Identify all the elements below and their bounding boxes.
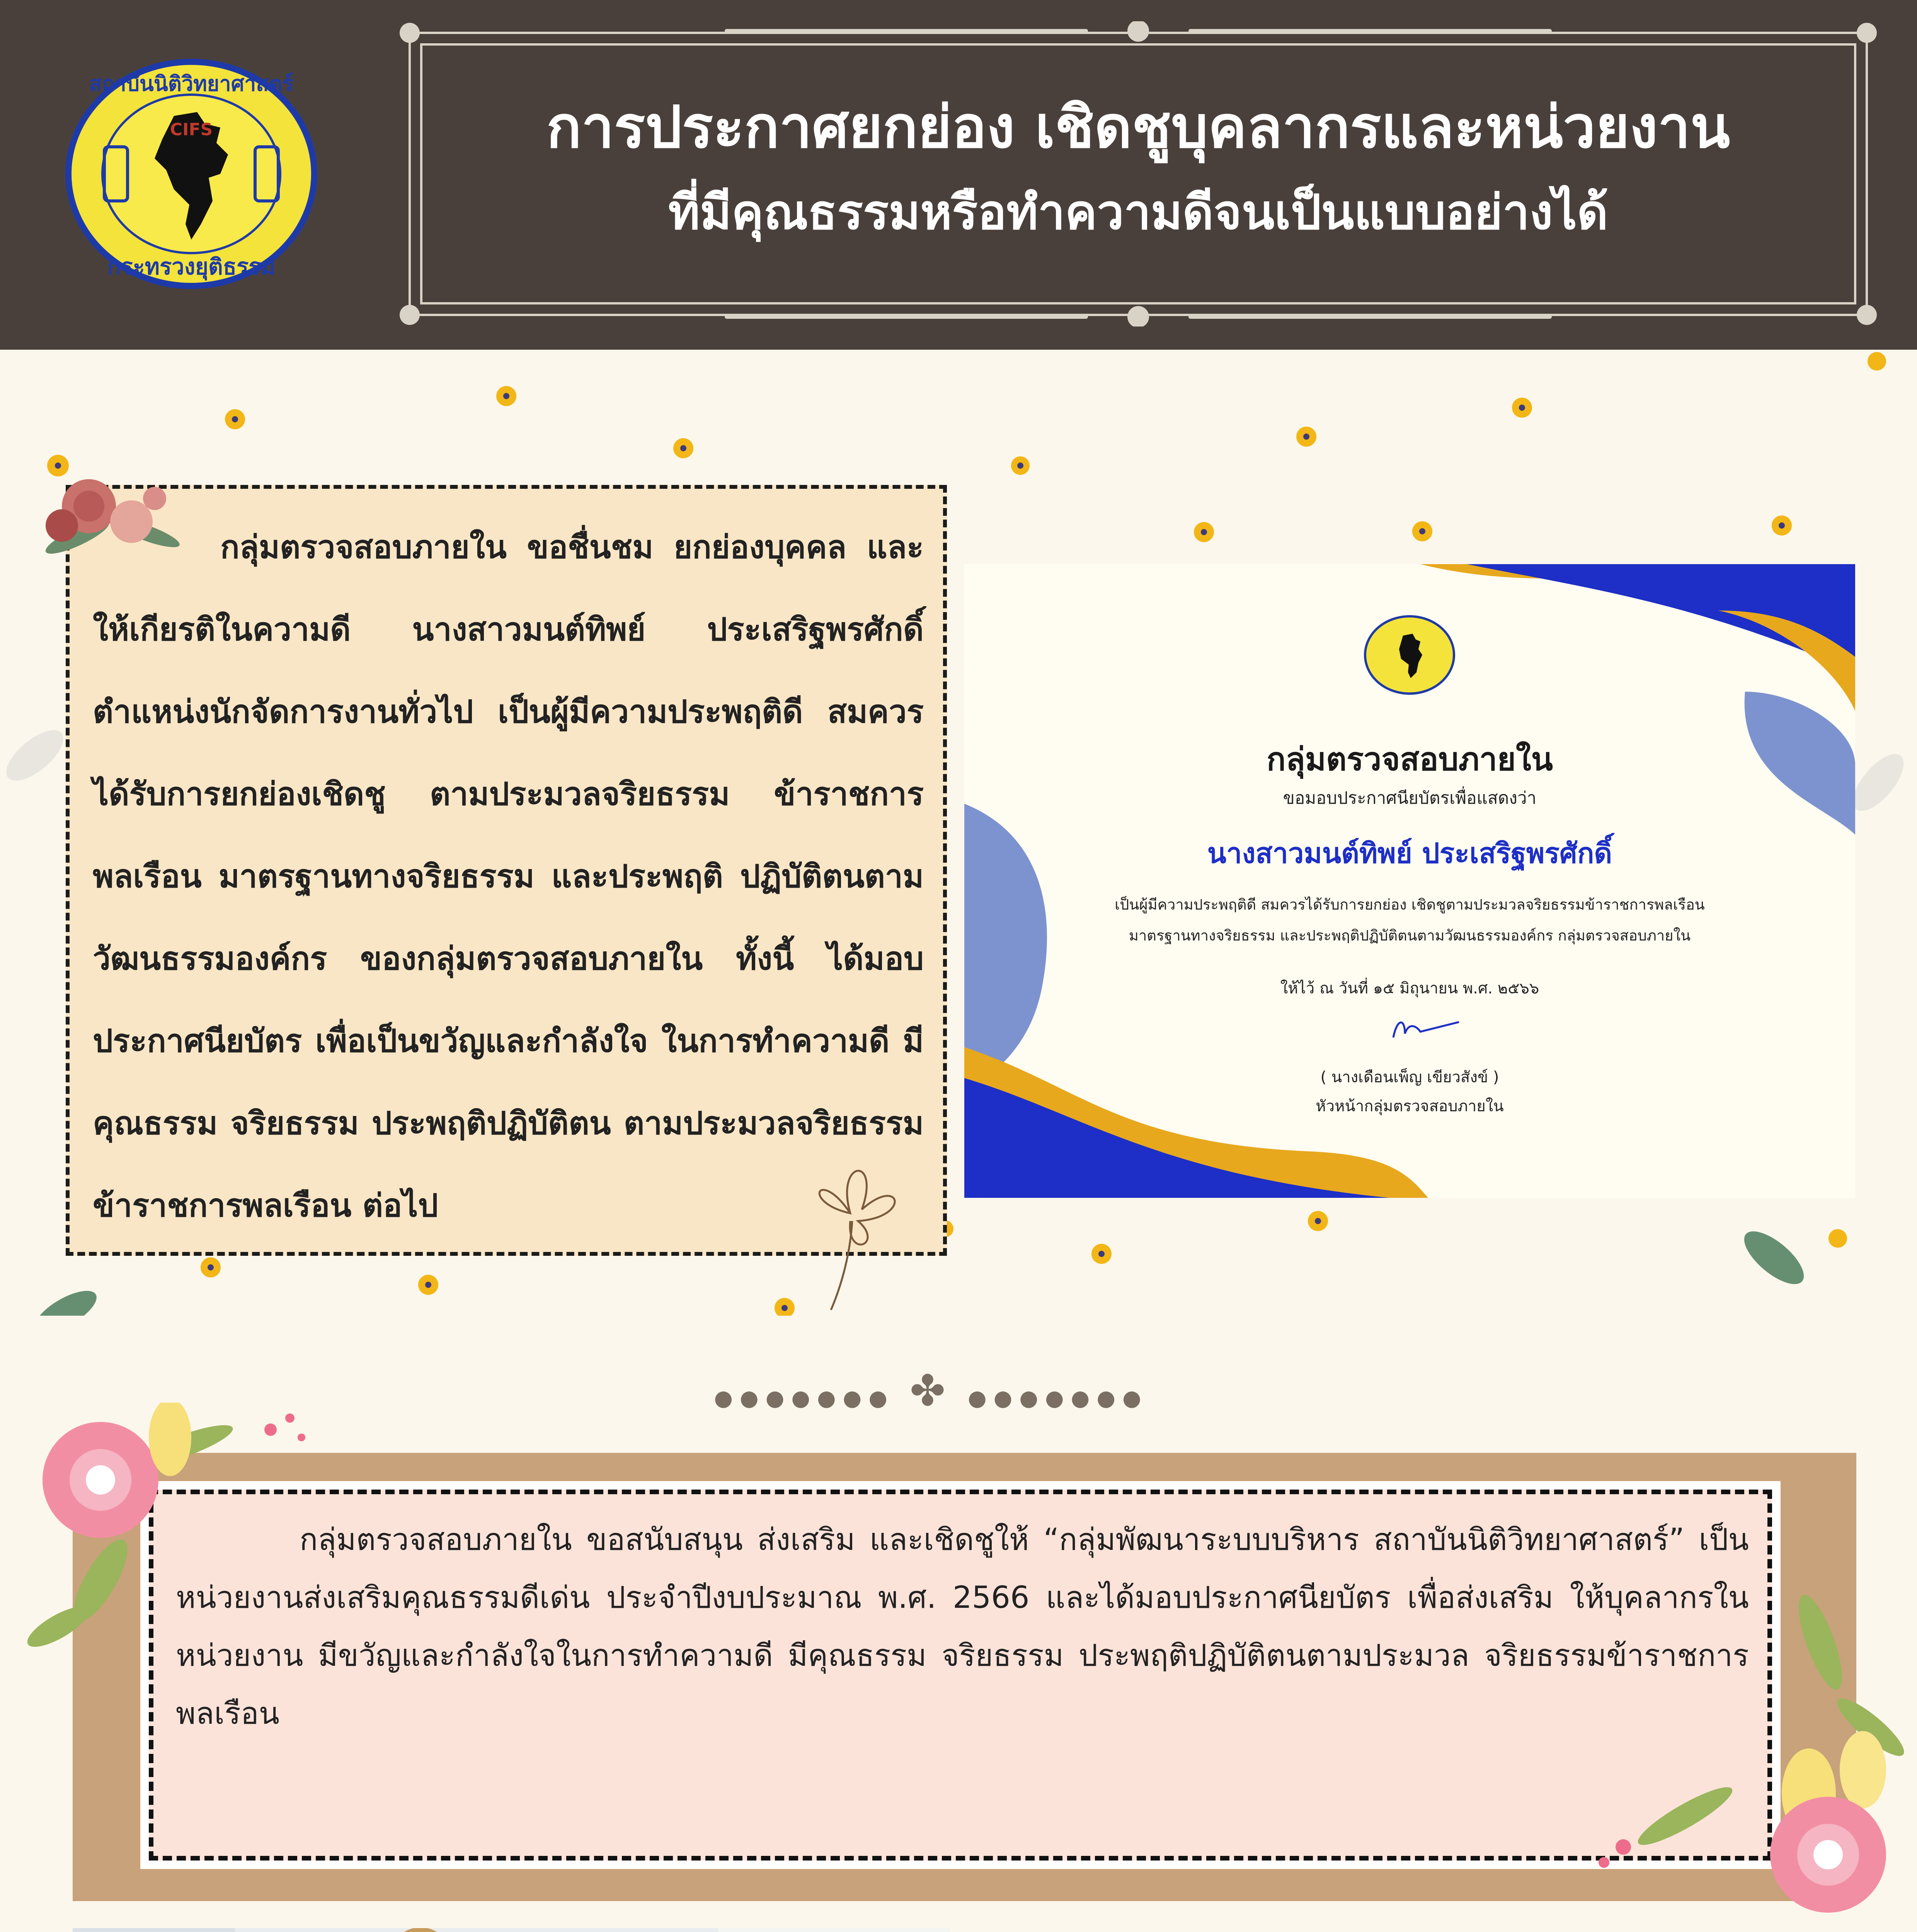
svg-text:CIFS: CIFS [170,120,213,139]
certificate-1-org: กลุ่มตรวจสอบภายใน [1267,741,1553,778]
separator-dots-right: ● ● ● ● ● ● ● [967,1386,1141,1411]
certificate-1-logo [1362,614,1457,696]
certificate-individual [964,564,1855,1198]
section2-paragraph: กลุ่มตรวจสอบภายใน ขอสนับสนุน ส่งเสริม และเชิดชูให้ “กลุ่มพัฒนาระบบบริหาร สถาบันนิติวิทยาศาสตร์” เป็นหน่วยงานส่งเสริมคุณธรรมดีเด่น ประจำปีงบประมาณ พ.ศ. 2566 และได้มอบประกาศนียบัตร เพื่อส่งเสริม ให้บุคลากรในหน่วยงาน มีขวัญและกำลังใจในการทำความดี มีคุณธรรม จริยธรรม ประพฤติปฏิบัติตนตามประมวล จริยธรรมข้าราชการพลเรือน [176,1522,1749,1731]
svg-text:สถาบันนิติวิทยาศาสตร์: สถาบันนิติวิทยาศาสตร์ [89,71,294,96]
page-title-line-1: การประกาศยกย่อง เชิดชูบุคลากรและหน่วยงาน [546,94,1730,161]
certificate-1-intro: ขอมอบประกาศนียบัตรเพื่อแสดงว่า [1283,788,1537,808]
separator-ornament-icon: ✤ [909,1366,946,1415]
certificate-1-body-line-2: มาตรฐานทางจริยธรรม และประพฤติปฏิบัติตนตามวัฒนธรรมองค์กร กลุ่มตรวจสอบภายใน [1129,927,1691,944]
section-separator [672,1366,1183,1415]
flower-cluster-left [23,1403,371,1696]
flower-cluster-right [1577,1546,1917,1924]
svg-text:กระทรวงยุติธรรม: กระทรวงยุติธรรม [107,253,276,280]
certificate-1-signer-title: หัวหน้ากลุ่มตรวจสอบภายใน [1316,1097,1504,1115]
institute-logo [58,58,325,290]
separator-dots-left: ● ● ● ● ● ● ● [714,1386,888,1411]
group-photo [73,1928,950,1932]
certificate-1-signer: ( นางเดือนเพ็ญ เขียวสังข์ ) [1320,1068,1499,1086]
group-photo-illustration [73,1928,950,1932]
signature-mark [1389,1014,1463,1045]
certificate-1-body-line-1: เป็นผู้มีความประพฤติดี สมควรได้รับการยกย่อง เชิดชูตามประมวลจริยธรรมข้าราชการพลเรือน [1115,896,1705,913]
certificate-1-recipient: นางสาวมนต์ทิพย์ ประเสริฐพรศักดิ์ [1207,837,1612,869]
section1-paragraph: กลุ่มตรวจสอบภายใน ขอชื่นชม ยกย่องบุคคล และให้เกียรติในความดี นางสาวมนต์ทิพย์ ประเสริฐพรศักดิ์ ตำแหน่งนักจัดการงานทั่วไป เป็นผู้มีความประพฤติดี สมควรได้รับการยกย่องเชิดชู ตามประมวลจริยธรรม ข้าราชการพลเรือน มาตรฐานทางจริยธรรม และประพฤติ ปฏิบัติตนตามวัฒนธรรมองค์กร ของกลุ่มตรวจสอบภายใน ทั้งนี้ ได้มอบประกาศนียบัตร เพื่อเป็นขวัญและกำลังใจ ในการทำความดี มีคุณธรรม จริยธรรม ประพฤติปฏิบัติตน ตามประมวลจริยธรรมข้าราชการพลเรือน ต่อไป [93,529,924,1224]
line-flower-doodle [785,1144,916,1314]
page-title-line-2: ที่มีคุณธรรมหรือทำความดีจนเป็นแบบอย่างได้ [668,185,1608,240]
certificate-1-date: ให้ไว้ ณ วันที่ ๑๕ มิถุนายน พ.ศ. ๒๕๖๖ [1280,980,1539,997]
